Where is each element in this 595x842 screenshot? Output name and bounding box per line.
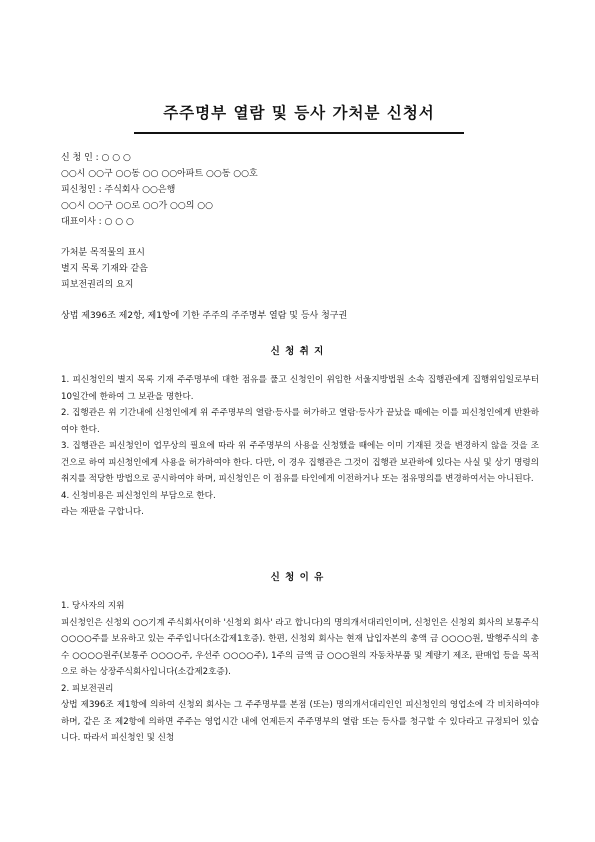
purpose-heading: 신 청 취 지 xyxy=(270,346,325,357)
purpose-item-4: 4. 신청비용은 피신청인의 부담으로 한다. xyxy=(61,490,216,501)
parties-block xyxy=(61,150,541,230)
purpose-section xyxy=(61,372,539,521)
target-block xyxy=(61,245,541,293)
purpose-closing: 라는 재판을 구합니다. xyxy=(61,507,144,517)
title-box xyxy=(134,102,464,134)
purpose-item-3: 3. 집행관은 피신청인이 업무상의 필요에 따라 위 주주명부의 사용을 신청했을 때에는 이미 기재된 것을 변경하지 않을 것을 조건으로 하여 피신청인에게 사용을 허가하여야 한다. 다만, 이 경우 집행관은 그것이 집행관 보관하에 있다는 사실 및 상기 명령의 취지를 적당한 방법으로 공시하여야 하며, 피신청인은 이 점유를 타인에게 이전하거나 또는 점유명의를 변경하여서는 아니된다. xyxy=(61,441,539,484)
basis-block xyxy=(61,308,541,324)
applicant-line: 신 청 인 : ○ ○ ○ xyxy=(61,153,131,163)
reason-section xyxy=(61,598,539,747)
respondent-line: 피신청인 : 주식회사 ○○은행 xyxy=(61,185,176,195)
target-heading: 가처분 목적물의 표시 xyxy=(61,248,145,258)
respondent-address: ○○시 ○○구 ○○로 ○○가 ○○의 ○○ xyxy=(61,201,214,211)
purpose-item-2: 2. 집행관은 위 기간내에 신청인에게 위 주주명부의 열람·등사를 허가하고 열람·등사가 끝났을 때에는 이를 피신청인에게 반환하여야 한다. xyxy=(61,408,539,435)
applicant-address: ○○시 ○○구 ○○동 ○○ ○○아파트 ○○동 ○○호 xyxy=(61,169,258,179)
representative-line: 대표이사 : ○ ○ ○ xyxy=(61,217,134,227)
reason-paragraph-2: 상법 제396조 제1항에 의하여 신청외 회사는 그 주주명부를 본점 (또는) 명의개서대리인인 피신청인의 영업소에 각 비치하여야 하며, 같은 조 제2항에 의하면 주주는 영업시간 내에 언제든지 주주명부의 열람 또는 등사를 청구할 수 있다라고 규정되어 있습니다. 따라서 피신청인 및 신청 xyxy=(61,700,539,743)
target-description: 별지 목록 기재와 같음 xyxy=(61,264,148,274)
legal-basis: 상법 제396조 제2항, 제1항에 기한 주주의 주주명부 열람 및 등사 청구권 xyxy=(61,311,348,321)
reason-subheading-1: 1. 당사자의 지위 xyxy=(61,601,125,611)
reason-subheading-2: 2. 피보전권리 xyxy=(61,683,114,694)
reason-heading: 신 청 이 유 xyxy=(270,572,325,583)
right-summary-heading: 피보전권리의 요지 xyxy=(61,280,134,290)
document-title: 주주명부 열람 및 등사 가처분 신청서 xyxy=(163,103,435,122)
purpose-item-1: 1. 피신청인의 별지 목록 기재 주주명부에 대한 점유를 풀고 신청인이 위임한 서울지방법원 소속 집행관에게 집행위임일로부터 10일간에 한하여 그 보관을 명한다. xyxy=(61,375,539,402)
reason-paragraph-1: 피신청인은 신청외 ○○기계 주식회사(이하 '신청외 회사' 라고 합니다)의 명의개서대리인이며, 신청인은 신청외 회사의 보통주식 ○○○○주를 보유하고 있는 주주입니다(소갑제1호증). 한편, 신청외 회사는 현재 납입자본의 총액 금 ○○○○원, 발행주식의 총수 ○○○○원주(보통주 ○○○○주, 우선주 ○○○○주), 1주의 금액 금 ○○○원의 자동차부품 및 계량기 제조, 판매업 등을 목적으로 하는 상장주식회사입니다(소갑제2호증). xyxy=(61,617,539,677)
